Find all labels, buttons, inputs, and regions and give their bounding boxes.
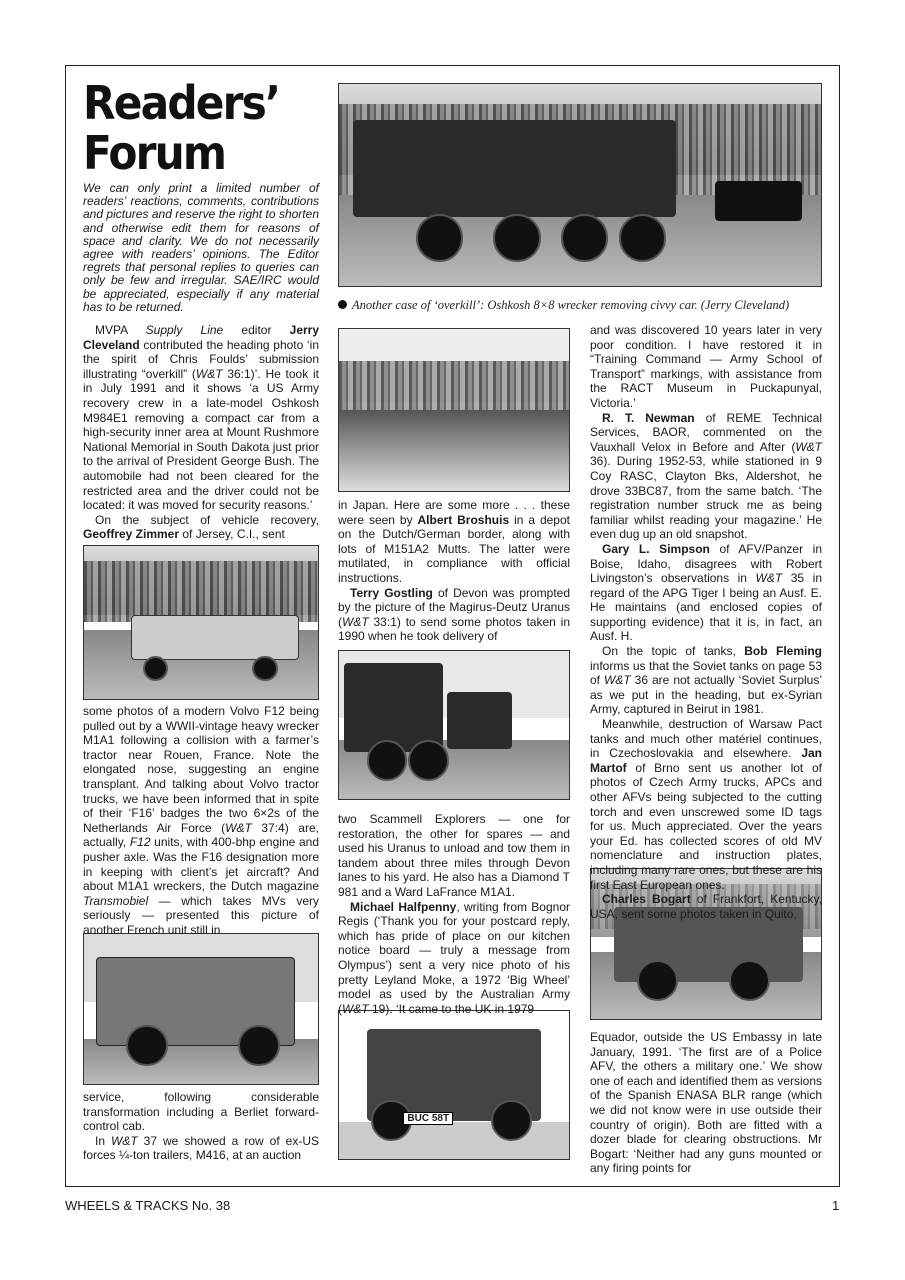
photo-trailers-depot xyxy=(338,328,570,492)
text-run: of AFV/Panzer in Boise, Idaho, disagrees with Robert Livingston’s observations in xyxy=(590,541,822,586)
text-run: of REME Technical Services, BAOR, commented on the Vauxhall Velox in Before and After ( xyxy=(590,410,822,454)
paragraph xyxy=(83,323,319,513)
italic-reference: W&T xyxy=(342,1001,369,1016)
text-run: in Japan. Here are some more . . . these were seen by xyxy=(338,498,570,527)
contributor-name: Bob Fleming xyxy=(744,644,822,659)
caption-text: Another case of ‘overkill’: Oshkosh 8×8 wrecker removing civvy car. (Jerry Cleveland) xyxy=(352,298,790,312)
paragraph xyxy=(590,644,822,717)
text-run: two Scammell Explorers — one for restoration, the other for spares — and used his Uranus to unload and tow them in tandem about three miles through Devon lanes to his yard. He also has a Diamond T 981 and a Ward LaFrance M1A1. xyxy=(338,812,570,899)
italic-reference: W&T xyxy=(195,366,223,381)
italic-reference: Transmobiel xyxy=(83,893,149,908)
photo-leyland-moke xyxy=(338,1010,570,1160)
text-run: Equador, outside the US Embassy in late January, 1991. ‘The first are of a Police AFV, the others a military one.’ We show one of each and identified them as versions of the Spanish ENASA BLR range (which we did not know were in use outside their country of origin). Both are fitted with a dozer blade for clearing obstructions. Mr Bogart: ‘Neither had any guns mounted or any firing points for xyxy=(590,1030,822,1176)
text-run: On the topic of tanks, xyxy=(602,644,745,659)
text-run: 19). ‘It came to the UK in 1979 xyxy=(368,1001,535,1016)
editorial-notice: We can only print a limited number of readers’ reactions, comments, contributions and pictures and reserve the right to shorten and otherwise edit them for reasons of space and clarity. We do not necessarily agree with readers’ opinions. The Editor regrets that personal replies to queries can only be few and irregular. SAE/IRC would be appreciated, especially if any material has to be returned. xyxy=(83,181,319,314)
photo-oshkosh-wrecker xyxy=(338,83,822,287)
italic-reference: W&T xyxy=(225,820,252,835)
text-run: and was discovered 10 years later in very poor condition. I have restored it in “Training Command — Army School of Transport” markings, with assistance from the RACT Museum in Puckapunyal, Victoria.’ xyxy=(590,323,822,410)
paragraph xyxy=(590,892,822,921)
bullet-icon xyxy=(338,300,347,309)
paragraph xyxy=(590,1030,822,1176)
text-run: MVPA xyxy=(95,323,146,337)
text-run: of Frankfort, Kentucky, USA, sent some photos taken in Quito, xyxy=(590,892,822,921)
contributor-name: Michael Halfpenny xyxy=(350,899,457,914)
text-run: contributed the heading photo ‘in the spirit of Chris Foulds’ submission illustrating “overkill” ( xyxy=(83,337,319,381)
article-text-block xyxy=(338,812,570,1016)
licence-plate: BUC 58T xyxy=(403,1112,453,1125)
text-run: Meanwhile, destruction of Warsaw Pact tanks and much other matériel continues, in Czechoslovakia and elsewhere. xyxy=(590,717,822,761)
paragraph xyxy=(338,812,570,900)
text-run: 37:4) are, actually, xyxy=(83,820,319,850)
photo-scammell-explorers xyxy=(338,650,570,800)
text-run: 35 in regard of the APG Tiger I being an Ausf. E. He maintains (and enclosed copies of supporting evidence) that it is, in fact, an Ausf. H. xyxy=(590,571,822,644)
article-text-block xyxy=(83,1090,319,1163)
title-line-2: Forum xyxy=(83,126,226,180)
italic-reference: F12 xyxy=(129,835,151,850)
contributor-name: Jerry Cleveland xyxy=(83,323,320,352)
paragraph xyxy=(83,1090,319,1134)
photo-berliet-wrecker xyxy=(83,933,319,1085)
article-text-block xyxy=(83,323,319,542)
italic-reference: W&T xyxy=(604,673,631,688)
text-run: service, following considerable transformation including a Berliet forward-control cab. xyxy=(83,1090,319,1134)
italic-reference: W&T xyxy=(795,439,822,454)
text-run: 36). During 1952-53, while stationed in 9 Coy RASC, Clayton Bks, Aldershot, he drove 33BC87, from the same batch. ‘The registration number struck me as being familiar whilst reading your magazine.’ He even dug up an old snapshot. xyxy=(590,454,822,542)
paragraph xyxy=(590,717,822,892)
article-text-block xyxy=(590,1030,822,1176)
paragraph xyxy=(590,542,822,644)
italic-reference: W&T xyxy=(111,1133,138,1148)
article-text-block xyxy=(83,704,319,938)
text-run: informs us that the Soviet tanks on page 53 of xyxy=(590,658,822,688)
italic-reference: Supply Line xyxy=(145,323,224,337)
text-run: of Brno sent us another lot of photos of Czech Army trucks, APCs and other AFVs being subjected to the cutting torch and even unscrewed some ID tags for us. Much appreciated. Over the years your Ed. has collected scores of old MV nomenclature and instruction plates, including many rare ones, but these are his first East European ones. xyxy=(590,760,822,892)
text-run: 36 are not actually ‘Soviet Surplus’ as we put in the heading, but ex-Syrian Army, captured in Beirut in 1981. xyxy=(590,673,823,717)
contributor-name: Terry Gostling xyxy=(350,585,433,600)
italic-reference: W&T xyxy=(342,614,369,629)
text-run: 37 we showed a row of ex-US forces ¼-ton trailers, M416, at an auction xyxy=(83,1133,319,1163)
paragraph xyxy=(83,513,319,542)
text-run: 33:1) to send some photos taken in 1990 when he took delivery of xyxy=(338,614,570,644)
contributor-name: Gary L. Simpson xyxy=(602,541,710,556)
paragraph xyxy=(338,900,570,1017)
photo-caption xyxy=(338,298,789,313)
text-run: On the subject of vehicle recovery, xyxy=(95,512,319,527)
contributor-name: R. T. Newman xyxy=(602,410,695,425)
page-number: 1 xyxy=(832,1198,840,1213)
photo-volvo-wrecker xyxy=(83,545,319,700)
paragraph xyxy=(590,323,822,411)
contributor-name: Geoffrey Zimmer xyxy=(83,527,180,542)
title-line-1: Readers’ xyxy=(83,76,280,130)
article-text-block xyxy=(338,498,570,644)
text-run: — which takes MVs very seriously — presented this picture of another French unit still in xyxy=(83,893,319,937)
paragraph xyxy=(338,586,570,644)
article-text-block xyxy=(590,323,822,921)
paragraph xyxy=(83,704,319,938)
text-run: of Devon was prompted by the picture of the Magirus-Deutz Uranus ( xyxy=(338,585,570,629)
text-run: in a depot on the Dutch/German border, along with lots of M151A2 Mutts. The latter were mutilated, in compliance with official instructions. xyxy=(338,512,570,585)
paragraph xyxy=(590,411,822,542)
text-run: In xyxy=(95,1133,111,1148)
contributor-name: Jan Martof xyxy=(590,746,822,775)
text-run: 36:1)’. He took it in July 1991 and it shows ‘a US Army recovery crew in a late-model Oshkosh M984E1 removing a compact car from a high-security inner area at Mount Rushmore National Memorial in South Dakota just prior to the arrival of President George Bush. The automobile had not been cleared for the restricted area and the driver could not be located: it was moved for security reasons.’ xyxy=(83,366,319,513)
text-run: of Jersey, C.I., sent xyxy=(179,527,285,542)
text-run: editor xyxy=(223,323,290,337)
text-run: , writing from Bognor Regis (‘Thank you for your postcard reply, which has pride of place on our kitchen notice board — truly a message from Olympus’) sent a very nice photo of his pretty Leyland Moke, a 1972 ‘Big Wheel’ model as used by the Australian Army ( xyxy=(338,899,570,1016)
footer-magazine-issue: WHEELS & TRACKS No. 38 xyxy=(65,1198,231,1213)
text-run: units, with 400-bhp engine and pusher axle. Was the F16 designation more in keeping with client’s jet aircraft? And about M1A1 wreckers, the Dutch magazine xyxy=(83,835,319,894)
contributor-name: Albert Broshuis xyxy=(417,512,510,527)
paragraph xyxy=(338,498,570,586)
italic-reference: W&T xyxy=(755,571,783,586)
paragraph xyxy=(83,1134,319,1163)
contributor-name: Charles Bogart xyxy=(602,892,691,907)
text-run: some photos of a modern Volvo F12 being pulled out by a WWII-vintage heavy wrecker M1A1 following a collision with a farmer’s tractor near Rouen, France. Note the elongated nose, suggesting an engine transplant. And talking about Volvo tractor trucks, we have been informed that in spite of their ‘F16’ badges the two 6×2s of the Netherlands Air Force ( xyxy=(83,704,319,835)
page-title xyxy=(83,78,279,178)
